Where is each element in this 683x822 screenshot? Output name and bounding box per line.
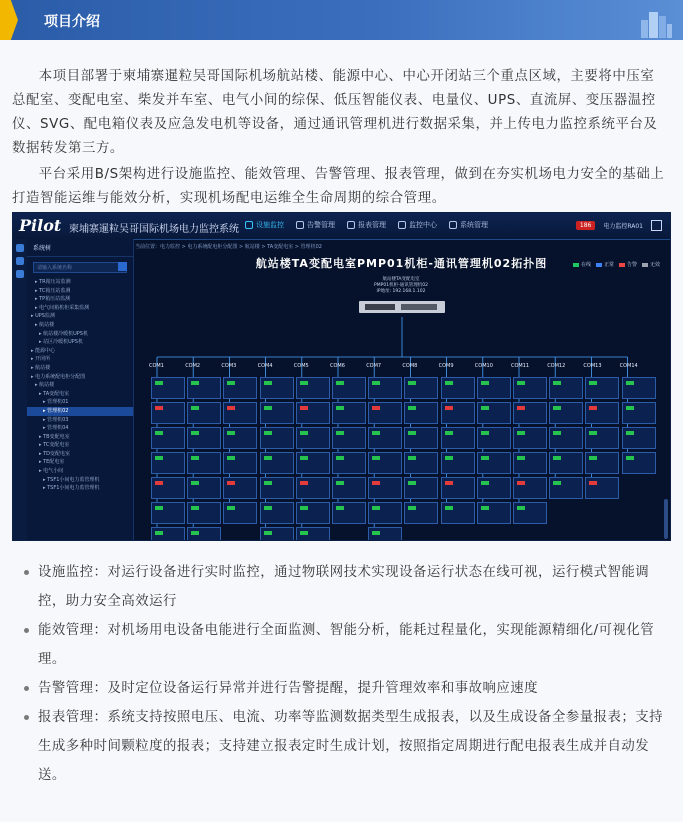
tree-item[interactable]: ▸ 管理机04 — [43, 425, 69, 432]
legend-label: 正常 — [603, 262, 614, 268]
meter-node[interactable] — [368, 377, 402, 399]
legend-label: 在线 — [580, 262, 591, 268]
meter-node[interactable] — [513, 477, 547, 499]
status-lamp — [191, 431, 199, 435]
status-lamp — [553, 431, 561, 435]
meter-node[interactable] — [404, 402, 438, 424]
status-lamp — [191, 481, 199, 485]
com-port-label: COM10 — [474, 363, 493, 369]
status-lamp — [408, 456, 416, 460]
com-port-label: COM11 — [511, 363, 530, 369]
status-lamp — [300, 431, 308, 435]
meter-node[interactable] — [368, 502, 402, 524]
status-lamp — [264, 456, 272, 460]
status-lamp — [191, 506, 199, 510]
meter-node[interactable] — [332, 502, 366, 524]
feature-text: 告警管理：及时定位设备运行异常并进行告警提醒，提升管理效率和事故响应速度 — [38, 681, 539, 696]
tab-label: 系统管理 — [460, 221, 488, 229]
meter-node[interactable] — [296, 377, 330, 399]
com-port-label: COM4 — [257, 363, 273, 369]
meter-node[interactable] — [441, 477, 475, 499]
meter-node[interactable] — [151, 427, 185, 449]
status-lamp — [300, 506, 308, 510]
meter-node[interactable] — [622, 377, 656, 399]
meter-node[interactable] — [187, 527, 221, 541]
system-title: 柬埔寨暹粒吴哥国际机场电力监控系统 — [69, 224, 239, 235]
status-lamp — [517, 406, 525, 410]
status-lamp — [336, 406, 344, 410]
tree-item[interactable]: ▸ 管理机03 — [43, 416, 69, 423]
meter-node[interactable] — [332, 402, 366, 424]
main-tabs — [245, 220, 488, 230]
meter-node[interactable] — [404, 477, 438, 499]
meter-node[interactable] — [260, 377, 294, 399]
status-lamp — [227, 406, 235, 410]
meter-node[interactable] — [585, 377, 619, 399]
meter-node[interactable] — [441, 402, 475, 424]
status-lamp — [300, 531, 308, 535]
status-lamp — [155, 506, 163, 510]
status-lamp — [372, 481, 380, 485]
feature-item-energy — [14, 616, 674, 674]
scrollbar[interactable] — [664, 499, 668, 539]
status-lamp — [155, 481, 163, 485]
meter-node[interactable] — [622, 427, 656, 449]
meter-node[interactable] — [260, 502, 294, 524]
system-screenshot — [12, 212, 671, 541]
meter-node[interactable] — [296, 402, 330, 424]
feature-list — [14, 558, 674, 790]
meter-node[interactable] — [368, 452, 402, 474]
legend-label: 无效 — [649, 262, 660, 268]
topology-title: 航站楼TA变配电室PMP01机柜-通讯管理机02拓扑图 — [255, 257, 548, 270]
device-ip: IP地址: 192.168.1.102 — [376, 289, 426, 294]
status-lamp — [589, 431, 597, 435]
com-port-label: COM1 — [149, 363, 164, 369]
tab-facility-monitor[interactable] — [245, 220, 284, 230]
status-lamp — [481, 431, 489, 435]
com-port-label: COM12 — [547, 363, 566, 369]
screen-icon — [398, 221, 406, 229]
com-port-label: COM6 — [330, 363, 345, 369]
tree-item[interactable]: ▸ TR箱压站监测 — [35, 279, 71, 285]
meter-node[interactable] — [151, 452, 185, 474]
icon-bar — [13, 239, 28, 540]
meter-node[interactable] — [441, 502, 475, 524]
meter-node[interactable] — [622, 452, 656, 474]
system-tree — [27, 278, 133, 493]
status-lamp — [517, 481, 525, 485]
meter-node[interactable] — [260, 527, 294, 541]
status-lamp — [155, 531, 163, 535]
status-lamp — [408, 381, 416, 385]
tree-item[interactable]: ▸ TP箱压站监测 — [35, 296, 71, 303]
meter-node[interactable] — [404, 427, 438, 449]
device-location: 航站楼TA变配电室 — [382, 277, 420, 282]
meter-node[interactable] — [151, 402, 185, 424]
status-lamp — [517, 506, 525, 510]
feature-item-report — [14, 703, 674, 790]
status-lamp — [336, 381, 344, 385]
meter-node[interactable] — [513, 427, 547, 449]
meter-node[interactable] — [368, 477, 402, 499]
meter-node[interactable] — [585, 477, 619, 499]
status-lamp — [553, 481, 561, 485]
intro-paragraph-2: 平台采用B/S架构进行设施监控、能效管理、告警管理、报表管理，做到在夯实机场电力安全的基础上打造智能运维与能效分析，实现机场配电运维全生命周期的综合管理。 — [12, 167, 665, 207]
status-lamp — [481, 481, 489, 485]
status-lamp — [408, 481, 416, 485]
status-lamp — [300, 406, 308, 410]
breadcrumb: 当前位置：电力监控 > 电力系统配电柜分配图 > 航站楼 > TA变配电室 > 管理机02 — [135, 244, 322, 250]
alarm-count-badge[interactable]: 186 — [576, 221, 595, 230]
meter-node[interactable] — [187, 477, 221, 499]
meter-node[interactable] — [223, 377, 257, 399]
status-lamp — [445, 456, 453, 460]
meter-node[interactable] — [368, 527, 402, 541]
meter-node[interactable] — [477, 402, 511, 424]
system-tree-sidebar — [27, 239, 134, 540]
status-lamp — [372, 431, 380, 435]
status-lamp — [372, 531, 380, 535]
header-accent — [0, 0, 18, 40]
status-lamp — [626, 406, 634, 410]
meter-node[interactable] — [296, 452, 330, 474]
meter-node[interactable] — [296, 477, 330, 499]
status-lamp — [372, 506, 380, 510]
tab-alarm[interactable] — [296, 220, 335, 230]
status-lamp — [336, 431, 344, 435]
status-lamp — [155, 456, 163, 460]
meter-node[interactable] — [513, 402, 547, 424]
pilot-logo: Pilot — [19, 216, 62, 235]
meter-node[interactable] — [296, 427, 330, 449]
user-name[interactable]: 电力监控RA01 — [603, 223, 643, 230]
tree-item[interactable]: ▸ 管理机02 — [27, 407, 133, 416]
com-port-label: COM2 — [185, 363, 201, 369]
status-lamp — [481, 506, 489, 510]
tree-item[interactable]: ▸ 电力系统配电柜分配图 — [31, 373, 86, 380]
meter-node[interactable] — [187, 427, 221, 449]
status-lamp — [372, 406, 380, 410]
status-lamp — [408, 406, 416, 410]
status-lamp — [155, 431, 163, 435]
meter-node[interactable] — [441, 427, 475, 449]
status-lamp — [445, 381, 453, 385]
meter-node[interactable] — [187, 452, 221, 474]
meter-node[interactable] — [549, 452, 583, 474]
feature-text: 设施监控：对运行设备进行实时监控，通过物联网技术实现设备运行状态在线可视，运行模式智能调控，助力安全高效运行 — [38, 565, 650, 609]
status-lamp — [481, 406, 489, 410]
meter-node[interactable] — [585, 427, 619, 449]
topology-panel — [133, 239, 670, 540]
meter-node[interactable] — [187, 402, 221, 424]
tab-report[interactable] — [347, 220, 386, 230]
meter-node[interactable] — [151, 377, 185, 399]
intro-paragraph-1: 本项目部署于柬埔寨暹粒吴哥国际机场航站楼、能源中心、中心开闭站三个重点区域，主要将中压室总配室、变配电室、柴发并车室、电气小间的综保、低压智能仪表、电量仪、UPS、直流屏、变压器温控仪、SVG、配电箱仪表及应急发电机等设备，通过通讯管理机进行数据采集，并上传电力监控系统平台及数据转发第三方。 — [12, 69, 658, 157]
section-header — [0, 0, 683, 40]
status-lamp — [264, 381, 272, 385]
status-lamp — [445, 481, 453, 485]
tab-label: 监控中心 — [409, 221, 437, 229]
tree-item[interactable]: ▸ TC箱压站监测 — [35, 287, 71, 294]
meter-node[interactable] — [223, 502, 257, 524]
tree-item[interactable]: ▸ TSF1小间电力监管理机 — [43, 485, 100, 492]
tab-label: 设施监控 — [256, 221, 284, 229]
feature-item-facility — [14, 558, 674, 616]
status-lamp — [155, 381, 163, 385]
com-port-label: COM3 — [221, 363, 237, 369]
tree-search-input[interactable] — [33, 262, 127, 273]
tree-item[interactable]: ▸ 航站楼 — [31, 364, 51, 371]
com-port-label: COM9 — [438, 363, 454, 369]
bullet-icon — [24, 570, 29, 575]
status-lamp — [300, 456, 308, 460]
status-lamp — [191, 406, 199, 410]
status-lamp — [155, 406, 163, 410]
meter-node[interactable] — [513, 452, 547, 474]
device-name: PMP01机柜-通讯管理机02 — [374, 283, 428, 288]
tree-item[interactable]: ▸ 站区冷暖机UPS机 — [39, 339, 83, 346]
com-port-label: COM7 — [366, 363, 382, 369]
meter-node[interactable] — [477, 427, 511, 449]
fullscreen-icon[interactable] — [651, 220, 662, 231]
meter-node[interactable] — [368, 402, 402, 424]
search-placeholder: 请输入系统名称 — [37, 265, 73, 271]
tab-monitor-center[interactable] — [398, 220, 437, 230]
meter-node[interactable] — [622, 402, 656, 424]
tab-system[interactable] — [449, 220, 488, 230]
tree-item[interactable]: ▸ TSF1小间电力监管理机 — [43, 476, 100, 483]
chart-icon[interactable] — [16, 270, 24, 278]
meter-node[interactable] — [549, 427, 583, 449]
section-title: 项目介绍 — [44, 14, 100, 30]
status-lamp — [191, 381, 199, 385]
status-lamp — [264, 506, 272, 510]
tree-item[interactable]: ▸ TD变配电室 — [39, 450, 71, 457]
meter-node[interactable] — [223, 402, 257, 424]
meter-node[interactable] — [585, 452, 619, 474]
status-lamp — [626, 381, 634, 385]
meter-node[interactable] — [296, 502, 330, 524]
meter-node[interactable] — [332, 427, 366, 449]
sidebar-title: 系统树 — [27, 239, 133, 257]
status-lamp — [517, 381, 525, 385]
meter-node[interactable] — [223, 477, 257, 499]
meter-node[interactable] — [187, 377, 221, 399]
tree-item[interactable]: ▸ 航站楼 — [35, 382, 55, 389]
report-icon — [347, 221, 355, 229]
feature-item-alarm — [14, 674, 674, 703]
meter-node[interactable] — [549, 402, 583, 424]
feature-text: 报表管理：系统支持按照电压、电流、功率等监测数据类型生成报表，以及生成设备全参量报表；支持生成多种时间颗粒度的报表；支持建立报表定时生成计划，按照指定周期进行配电报表生成并自动发送。 — [38, 710, 664, 783]
feature-text: 能效管理：对机场用电设备电能进行全面监测、智能分析，能耗过程量化，实现能源精细化/可视化管理。 — [38, 623, 655, 667]
meter-node[interactable] — [151, 502, 185, 524]
meter-node[interactable] — [296, 527, 330, 541]
topbar-right — [576, 220, 662, 231]
meter-node[interactable] — [404, 452, 438, 474]
status-lamp — [408, 506, 416, 510]
meter-node[interactable] — [151, 527, 185, 541]
status-lamp — [227, 381, 235, 385]
meter-node[interactable] — [260, 477, 294, 499]
com-port-label: COM13 — [583, 363, 602, 369]
meter-node[interactable] — [404, 502, 438, 524]
status-lamp — [589, 381, 597, 385]
bullet-icon — [24, 715, 29, 720]
meter-node[interactable] — [477, 477, 511, 499]
status-lamp — [336, 481, 344, 485]
tree-item[interactable]: ▸ 管理机01 — [43, 399, 69, 406]
tree-item[interactable]: ▸ 开闭所 — [31, 356, 51, 363]
status-lamp — [227, 431, 235, 435]
status-lamp — [553, 406, 561, 410]
meter-node[interactable] — [332, 377, 366, 399]
tree-item[interactable]: ▸ 航站楼 — [35, 321, 55, 328]
meter-node[interactable] — [332, 452, 366, 474]
bullet-icon — [24, 686, 29, 691]
status-lamp — [372, 456, 380, 460]
tree-item[interactable]: ▸ TB变配电室 — [39, 433, 70, 440]
tree-item[interactable]: ▸ 电气间箱机柜采集监测 — [35, 304, 90, 311]
meter-node[interactable] — [549, 377, 583, 399]
meter-node[interactable] — [260, 427, 294, 449]
status-lamp — [589, 406, 597, 410]
status-lamp — [264, 531, 272, 535]
status-lamp — [626, 431, 634, 435]
meter-node[interactable] — [151, 477, 185, 499]
screenshot-topbar — [13, 213, 670, 240]
user-icon[interactable] — [16, 257, 24, 265]
status-lamp — [589, 481, 597, 485]
alarm-icon — [296, 221, 304, 229]
status-lamp — [445, 431, 453, 435]
status-lamp — [191, 456, 199, 460]
meter-node[interactable] — [513, 377, 547, 399]
status-lamp — [264, 481, 272, 485]
meter-node[interactable] — [332, 477, 366, 499]
tree-item[interactable]: ▸ 航站楼冷暖机UPS机 — [39, 330, 88, 337]
status-lamp — [372, 381, 380, 385]
meter-node[interactable] — [223, 427, 257, 449]
meter-node[interactable] — [513, 502, 547, 524]
status-lamp — [517, 431, 525, 435]
bullet-icon — [24, 628, 29, 633]
status-lamp — [300, 481, 308, 485]
tree-item[interactable]: ▸ 电气小间 — [39, 468, 64, 475]
tree-item[interactable]: ▸ TE配电室 — [39, 459, 65, 466]
status-lamp — [408, 431, 416, 435]
meter-node[interactable] — [585, 402, 619, 424]
com-port-label: COM5 — [293, 363, 309, 369]
building-icon — [639, 6, 673, 38]
meter-node[interactable] — [441, 377, 475, 399]
status-lamp — [445, 506, 453, 510]
meter-node[interactable] — [404, 377, 438, 399]
meter-node[interactable] — [223, 452, 257, 474]
status-lamp — [227, 481, 235, 485]
meter-node[interactable] — [368, 427, 402, 449]
tree-item[interactable]: ▸ TA变配电室 — [39, 390, 70, 397]
status-lamp — [553, 381, 561, 385]
meter-node[interactable] — [549, 477, 583, 499]
tree-item[interactable]: ▸ UPS监测 — [31, 313, 55, 320]
meter-node[interactable] — [441, 452, 475, 474]
meter-node[interactable] — [260, 452, 294, 474]
status-lamp — [227, 506, 235, 510]
legend-label: 告警 — [626, 262, 637, 268]
status-lamp — [589, 456, 597, 460]
tree-icon[interactable] — [16, 244, 24, 252]
search-icon[interactable] — [118, 262, 127, 271]
status-lamp — [336, 506, 344, 510]
meter-node[interactable] — [187, 502, 221, 524]
tree-item[interactable]: ▸ 能源中心 — [31, 347, 56, 354]
status-lamp — [445, 406, 453, 410]
status-lamp — [300, 381, 308, 385]
meter-node[interactable] — [477, 452, 511, 474]
status-lamp — [626, 456, 634, 460]
status-lamp — [553, 456, 561, 460]
com-port-label: COM8 — [402, 363, 418, 369]
meter-node[interactable] — [477, 502, 511, 524]
meter-node[interactable] — [260, 402, 294, 424]
status-lamp — [336, 456, 344, 460]
monitor-icon — [245, 221, 253, 229]
tab-label: 报表管理 — [358, 221, 386, 229]
status-lamp — [481, 456, 489, 460]
status-lamp — [264, 406, 272, 410]
tree-item[interactable]: ▸ TC变配电室 — [39, 442, 70, 449]
gear-icon — [449, 221, 457, 229]
status-lamp — [481, 381, 489, 385]
status-lamp — [264, 431, 272, 435]
com-port-label: COM14 — [619, 363, 638, 369]
status-lamp — [517, 456, 525, 460]
meter-node[interactable] — [477, 377, 511, 399]
status-lamp — [227, 456, 235, 460]
status-lamp — [191, 531, 199, 535]
tab-label: 告警管理 — [307, 221, 335, 229]
